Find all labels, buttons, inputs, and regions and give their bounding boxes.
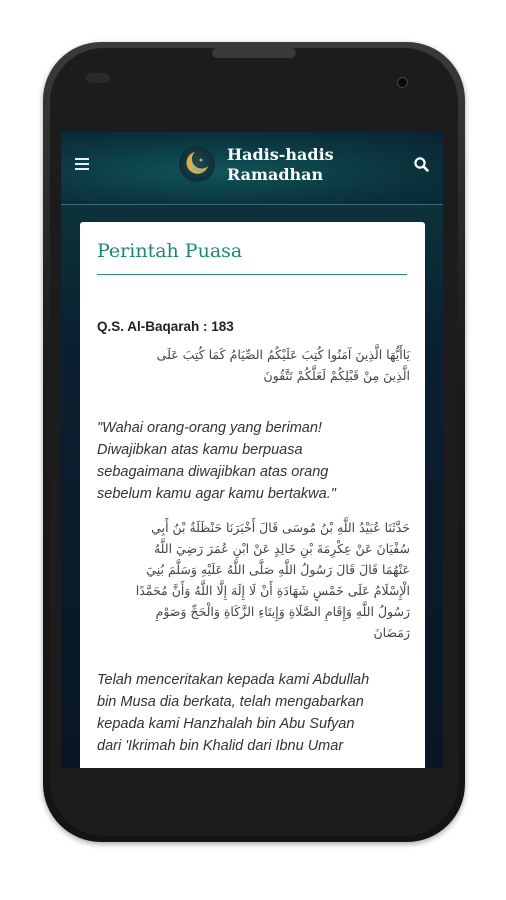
crescent-moon-logo-icon: [179, 146, 215, 182]
arabic-hadith-line: الْإِسْلَامُ عَلَى خَمْسٍ شَهَادَةِ أَنْ لَا إِلَهَ إِلَّا اللَّهُ وَأَنَّ مُحَمَّدًا: [135, 583, 410, 598]
arabic-hadith-line: عَنْهُمَا قَالَ قَالَ رَسُولُ اللَّهِ صَلَّى اللَّهُ عَلَيْهِ وَسَلَّمَ بُنِيَ: [146, 562, 410, 577]
phone-sensor: [86, 73, 110, 83]
verse-translation-line: sebelum kamu agar kamu bertakwa.": [97, 486, 336, 502]
arabic-verse-line: يَاأَيُّهَا الَّذِينَ آمَنُوا كُتِبَ عَلَيْكُمُ الصِّيَامُ كَمَا كُتِبَ عَلَى: [156, 347, 410, 362]
app-title-line2: Ramadhan: [227, 165, 324, 184]
title-divider: [97, 274, 407, 275]
hadith-translation: [97, 669, 415, 757]
verse-translation: [97, 417, 415, 505]
verse-translation-line: Diwajibkan atas kamu berpuasa: [97, 442, 303, 458]
hadith-translation-line: dari 'Ikrimah bin Khalid dari Ibnu Umar: [97, 738, 344, 754]
phone-speaker: [212, 48, 296, 58]
arabic-verse-line: الَّذِينَ مِنْ قَبْلِكُمْ لَعَلَّكُمْ تَتَّقُونَ: [263, 368, 410, 383]
app-title-line1: Hadis-hadis: [227, 145, 334, 164]
app-title: [227, 145, 334, 185]
search-icon[interactable]: [413, 156, 431, 174]
hadith-translation-line: Telah menceritakan kepada kami Abdullah: [97, 672, 370, 688]
arabic-hadith-line: رَمَضَانَ: [373, 625, 410, 640]
arabic-hadith: [97, 517, 410, 643]
verse-translation-line: sebagaimana diwajibkan atas orang: [97, 464, 329, 480]
front-camera-icon: [397, 77, 408, 88]
arabic-hadith-line: سُفْيَانَ عَنْ عِكْرِمَةَ بْنِ خَالِدٍ عَنْ ابْنِ عُمَرَ رَضِيَ اللَّهُ: [153, 541, 410, 556]
hadith-translation-line: kepada kami Hanzhalah bin Abu Sufyan: [97, 716, 355, 732]
verse-translation-line: "Wahai orang-orang yang beriman!: [97, 420, 322, 436]
app-screen: [61, 132, 443, 768]
app-bar: [61, 132, 443, 205]
article-title: Perintah Puasa: [97, 240, 243, 262]
verse-reference: Q.S. Al-Baqarah : 183: [97, 319, 234, 334]
menu-icon[interactable]: [75, 158, 89, 170]
hadith-translation-line: bin Musa dia berkata, telah mengabarkan: [97, 694, 364, 710]
article-card: [80, 222, 425, 768]
phone-side-button: [461, 178, 465, 234]
arabic-hadith-line: رَسُولُ اللَّهِ وَإِقَامِ الصَّلَاةِ وَإِيتَاءِ الزَّكَاةِ وَالْحَجِّ وَصَوْمِ: [155, 604, 410, 619]
arabic-verse: [97, 344, 410, 386]
arabic-hadith-line: حَدَّثَنَا عُبَيْدُ اللَّهِ بْنُ مُوسَى قَالَ أَخْبَرَنَا حَنْظَلَةُ بْنُ أَبِي: [151, 520, 410, 535]
